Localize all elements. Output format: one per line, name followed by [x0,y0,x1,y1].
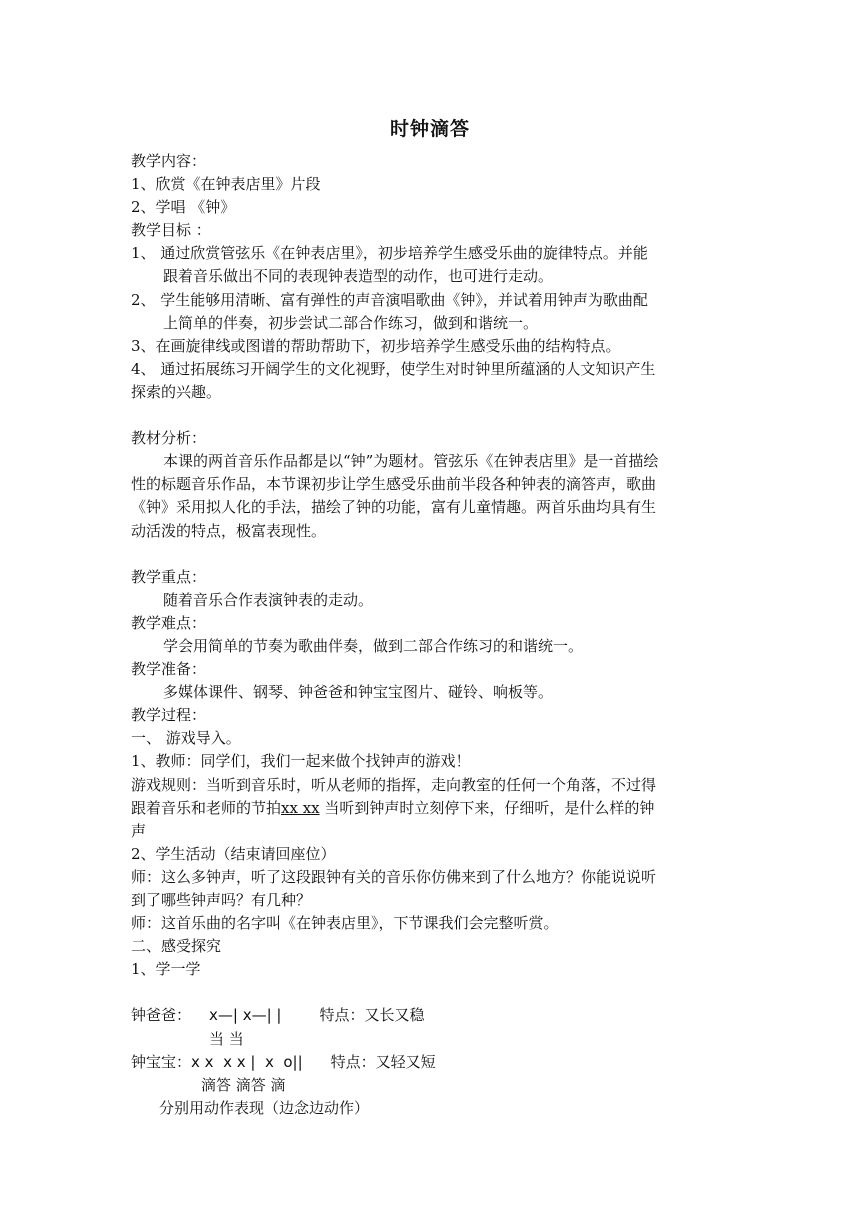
section-label-difficulty: 教学难点： [131,613,207,632]
document-title: 时钟滴答 [389,118,470,140]
difficulty-text: 学会用简单的节奏为歌曲伴奏，做到二部合作练习的和谐统一。 [163,636,584,655]
teacher-statement: 师：这首乐曲的名字叫《在钟表店里》，下节课我们会完整听赏。 [131,914,559,933]
section-label-analysis: 教材分析： [131,429,207,448]
content-item-2: 2、学唱 《钟》 [131,198,236,217]
closing-line: 分别用动作表现（边念边动作） [159,1098,370,1117]
goal-2-line-1: 2、 学生能够用清晰、富有弹性的声音演唱歌曲《钟》，并试着用钟声为歌曲配 [131,290,648,309]
baby-rhythm: x x x x | x o|| [191,1052,303,1071]
goal-2-line-2: 上简单的伴奏，初步尝试二部合作练习，做到和谐统一。 [163,313,539,332]
step-1-title: 一、 游戏导入。 [131,729,241,748]
teacher-question-line-2: 到了哪些钟声吗？有几种？ [131,891,312,909]
baby-syllables: 滴答 滴答 滴 [201,1075,286,1094]
goal-4-line-2: 探索的兴趣。 [131,382,222,401]
goal-4-line-1: 4、 通过拓展练习开阔学生的文化视野，使学生对时钟里所蕴涵的人文知识产生 [131,359,656,378]
goal-3: 3、在画旋律线或图谱的帮助帮助下，初步培养学生感受乐曲的结构特点。 [131,336,621,355]
analysis-line-3: 《钟》采用拟人化的手法，描绘了钟的功能，富有儿童情趣。两首乐曲均具有生 [131,498,657,517]
section-label-goals: 教学目标 ： [131,221,211,240]
baby-rhythm-row [131,1051,731,1074]
game-rule-prefix: 跟着音乐和老师的节拍 [131,798,282,817]
baby-label: 钟宝宝： [131,1052,192,1071]
game-rule-line-3: 声 [131,821,147,840]
document-body [131,150,731,1120]
step-1-item-1: 1、教师：同学们，我们一起来做个找钟声的游戏！ [131,752,471,771]
goal-1-line-1: 1、 通过欣赏管弦乐《在钟表店里》，初步培养学生感受乐曲的旋律特点。并能 [131,244,648,263]
dad-rhythm: x—| x—| | [209,1006,282,1025]
dad-syllables: 当 当 [209,1029,244,1048]
step-1-item-2: 2、学生活动（结束请回座位） [131,844,336,863]
teacher-question-line-1: 师：这么多钟声，听了这段跟钟有关的音乐你仿佛来到了什么地方？你能说说听 [131,867,657,886]
game-rule-line-2 [131,797,731,820]
baby-feature: 特点：又轻又短 [330,1052,436,1071]
analysis-line-2: 性的标题音乐作品，本节课初步让学生感受乐曲前半段各种钟表的滴答声，歌曲 [131,475,657,494]
analysis-line-1: 本课的两首音乐作品都是以“钟”为题材。管弦乐《在钟表店里》是一首描绘 [163,452,659,471]
dad-feature: 特点：又长又稳 [319,1006,425,1025]
game-rule-line-1: 游戏规则：当听到音乐时，听从老师的指挥，走向教室的任何一个角落，不过得 [131,775,657,794]
step-2-item-1: 1、学一学 [131,960,201,979]
section-label-preparation: 教学准备： [131,660,207,679]
game-rule-suffix: 当听到钟声时立刻停下来，仔细听，是什么样的钟 [319,798,655,817]
section-label-key: 教学重点： [131,567,207,586]
goal-1-line-2: 跟着音乐做出不同的表现钟表造型的动作，也可进行走动。 [163,267,554,286]
analysis-line-4: 动活泼的特点，极富表现性。 [131,521,327,540]
section-label-content: 教学内容： [131,152,207,170]
beat-pattern: xx xx [281,798,320,817]
section-label-process: 教学过程： [131,706,207,725]
key-point-text: 随着音乐合作表演钟表的走动。 [163,590,374,609]
dad-label: 钟爸爸： [131,1006,192,1025]
dad-rhythm-row [131,1004,731,1027]
content-item-1: 1、欣赏《在钟表店里》片段 [131,175,321,194]
preparation-text: 多媒体课件、钢琴、钟爸爸和钟宝宝图片、碰铃、响板等。 [163,683,554,702]
step-2-title: 二、感受探究 [131,937,222,956]
